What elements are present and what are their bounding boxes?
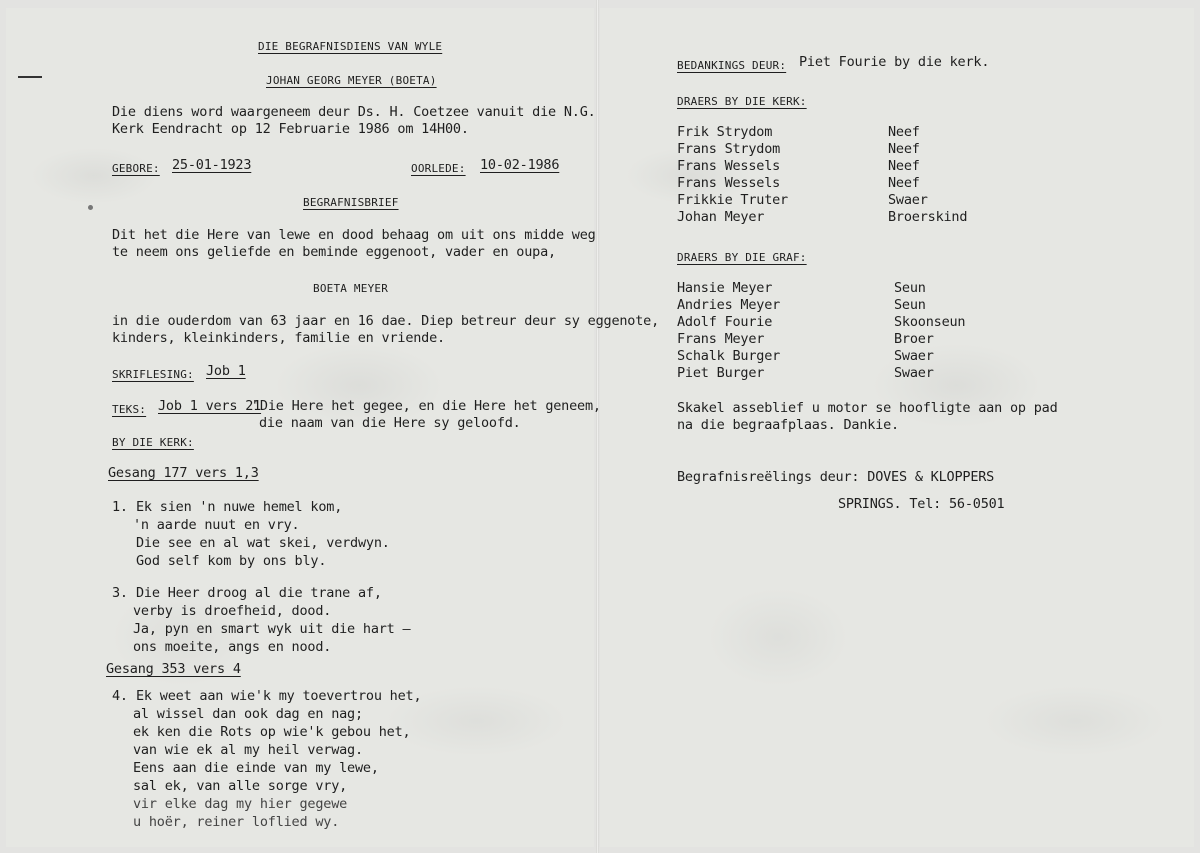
bearer-name: Andries Meyer <box>677 297 781 313</box>
verse-4-line: al wissel dan ook dag en nag; <box>133 706 363 722</box>
intro-line-1: Die diens word waargeneem deur Ds. H. Coetzee vanuit die N.G. <box>112 104 596 120</box>
grave-bearers-heading: DRAERS BY DIE GRAF: <box>677 251 807 264</box>
heading-service: DIE BEGRAFNISDIENS VAN WYLE <box>258 40 443 53</box>
verse-4-line: sal ek, van alle sorge vry, <box>133 778 348 794</box>
letter-heading: BEGRAFNISBRIEF <box>303 196 399 209</box>
died-label: OORLEDE: <box>411 162 466 175</box>
reading-value: Job 1 <box>206 363 246 379</box>
verse-1-line: 'n aarde nuut en vry. <box>133 517 300 533</box>
thanks-label: BEDANKINGS DEUR: <box>677 59 787 72</box>
verse-1-line: Die see en al wat skei, verdwyn. <box>136 535 390 551</box>
verse-4-line: u hoër, reiner loflied wy. <box>133 814 340 830</box>
bearer-name: Schalk Burger <box>677 348 781 364</box>
age-line-2: kinders, kleinkinders, familie en vriende. <box>112 330 445 346</box>
bearer-relation: Swaer <box>894 365 934 381</box>
verse-4-line: Eens aan die einde van my lewe, <box>133 760 379 776</box>
bearer-relation: Broerskind <box>888 209 968 225</box>
heading-name: JOHAN GEORG MEYER (BOETA) <box>266 74 437 87</box>
verse-4-line: ek ken die Rots op wie'k gebou het, <box>133 724 411 740</box>
bearer-relation: Swaer <box>888 192 928 208</box>
text-quote-2: die naam van die Here sy geloofd. <box>259 415 521 431</box>
hymn-1-title: Gesang 177 vers 1,3 <box>108 465 259 481</box>
bearer-relation: Skoonseun <box>894 314 966 330</box>
bearer-relation: Neef <box>888 141 920 157</box>
church-bearers-heading: DRAERS BY DIE KERK: <box>677 95 807 108</box>
bearer-relation: Neef <box>888 175 920 191</box>
bearer-name: Frans Wessels <box>677 158 781 174</box>
church-label: BY DIE KERK: <box>112 436 194 449</box>
reading-label: SKRIFLESING: <box>112 368 194 381</box>
deceased-name: BOETA MEYER <box>313 282 389 295</box>
bearer-relation: Seun <box>894 297 926 313</box>
bearer-name: Frikkie Truter <box>677 192 788 208</box>
verse-4-line: Ek weet aan wie'k my toevertrou het, <box>136 688 422 704</box>
paper-spot <box>88 205 93 210</box>
verse-3-number: 3. <box>112 585 128 601</box>
bearer-relation: Neef <box>888 124 920 140</box>
letter-line-2: te neem ons geliefde en beminde eggenoot, vader en oupa, <box>112 244 556 260</box>
text-label: TEKS: <box>112 403 147 416</box>
verse-4-line: van wie ek al my heil verwag. <box>133 742 363 758</box>
died-date: 10-02-1986 <box>480 157 560 173</box>
margin-mark <box>18 76 42 78</box>
bearer-name: Hansie Meyer <box>677 280 773 296</box>
bearer-relation: Broer <box>894 331 934 347</box>
verse-1-line: Ek sien 'n nuwe hemel kom, <box>136 499 343 515</box>
hymn-2-title: Gesang 353 vers 4 <box>106 661 241 677</box>
arrangements-line-1: Begrafnisreëlings deur: DOVES & KLOPPERS <box>677 469 995 485</box>
bearer-name: Piet Burger <box>677 365 765 381</box>
bearer-name: Frik Strydom <box>677 124 773 140</box>
bearer-relation: Neef <box>888 158 920 174</box>
bearer-name: Adolf Fourie <box>677 314 773 330</box>
intro-line-2: Kerk Eendracht op 12 Februarie 1986 om 14H00. <box>112 121 469 137</box>
bearer-name: Frans Strydom <box>677 141 781 157</box>
arrangements-line-2: SPRINGS. Tel: 56-0501 <box>838 496 1005 512</box>
text-quote-1: "Die Here het gegee, en die Here het geneem, <box>252 398 601 414</box>
verse-4-number: 4. <box>112 688 128 704</box>
born-date: 25-01-1923 <box>172 157 252 173</box>
headlights-request-line-2: na die begraafplaas. Dankie. <box>677 417 899 433</box>
bearer-name: Frans Wessels <box>677 175 781 191</box>
verse-3-line: verby is droefheid, dood. <box>133 603 332 619</box>
bearer-name: Frans Meyer <box>677 331 765 347</box>
age-line-1: in die ouderdom van 63 jaar en 16 dae. Diep betreur deur sy eggenote, <box>112 313 660 329</box>
verse-3-line: Ja, pyn en smart wyk uit die hart — <box>133 621 411 637</box>
verse-3-line: ons moeite, angs en nood. <box>133 639 332 655</box>
verse-1-number: 1. <box>112 499 128 515</box>
bearer-relation: Seun <box>894 280 926 296</box>
center-fold <box>596 0 599 853</box>
text-reference: Job 1 vers 21 <box>158 398 262 414</box>
verse-3-line: Die Heer droog al die trane af, <box>136 585 382 601</box>
bearer-relation: Swaer <box>894 348 934 364</box>
verse-1-line: God self kom by ons bly. <box>136 553 327 569</box>
born-label: GEBORE: <box>112 162 160 175</box>
letter-line-1: Dit het die Here van lewe en dood behaag om uit ons midde weg <box>112 227 596 243</box>
thanks-value: Piet Fourie by die kerk. <box>799 54 990 70</box>
headlights-request-line-1: Skakel asseblief u motor se hoofligte aan op pad <box>677 400 1058 416</box>
verse-4-line: vir elke dag my hier gegewe <box>133 796 348 812</box>
bearer-name: Johan Meyer <box>677 209 765 225</box>
